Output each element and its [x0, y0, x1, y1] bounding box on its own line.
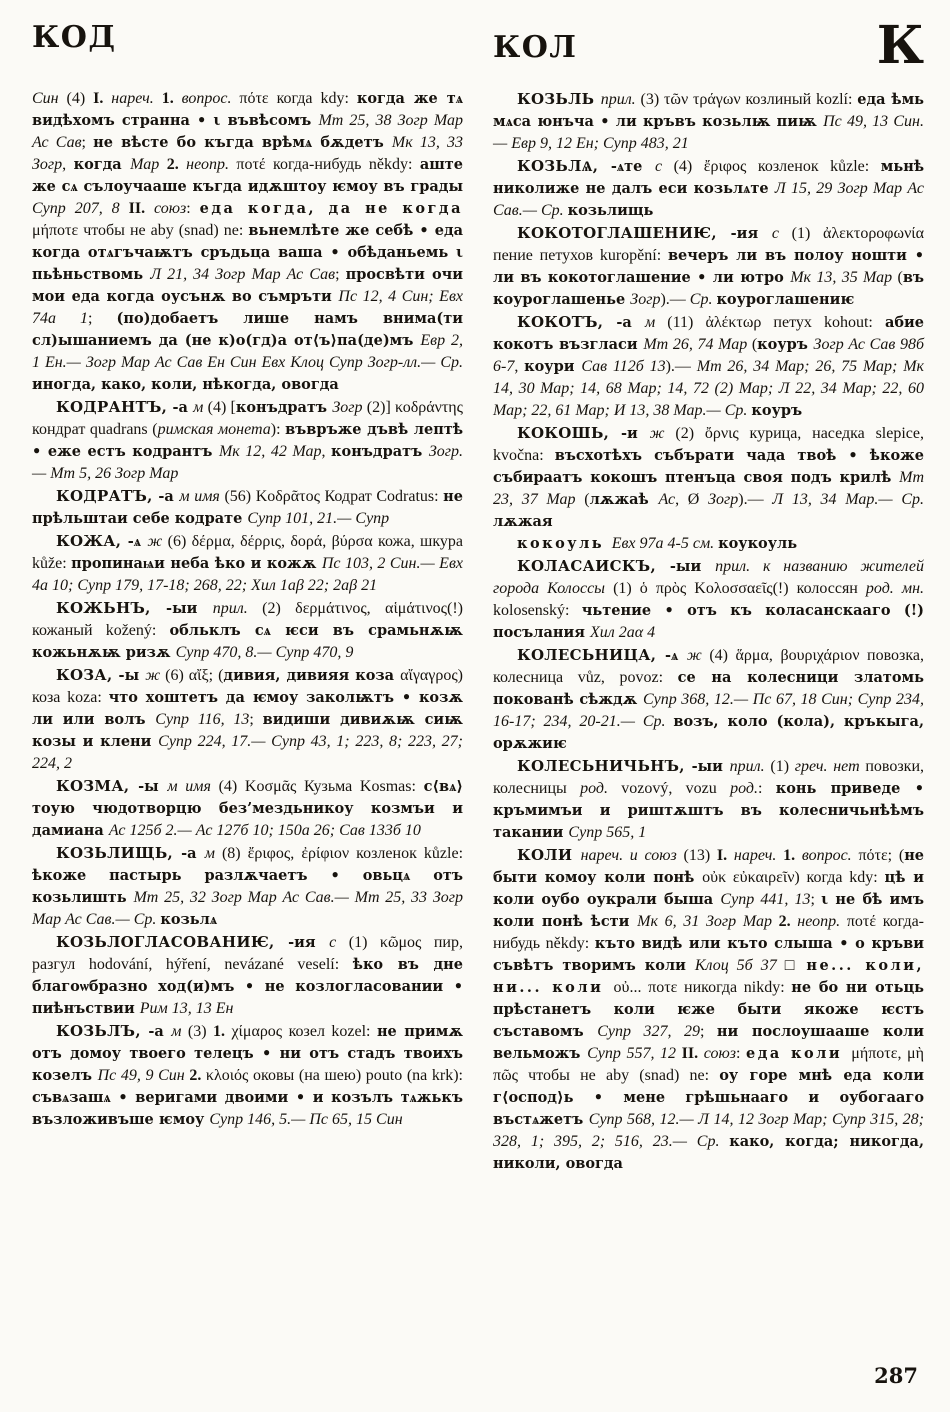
- left-column: [32, 88, 463, 1175]
- text-segment-b: 1.: [213, 1023, 226, 1040]
- text-segment-cs: коуръ: [751, 402, 803, 419]
- text-segment-it: греч. нет: [794, 758, 860, 775]
- text-segment-cs: -ыи: [150, 600, 213, 617]
- section-letter: К: [876, 15, 924, 76]
- text-segment-rm: ;: [335, 266, 346, 283]
- entry-kodrantu: [32, 396, 463, 485]
- entry-koza: [32, 664, 463, 775]
- text-segment-cs: -ѧ: [656, 647, 687, 664]
- text-segment-it: ж: [147, 533, 163, 550]
- text-segment-cs: аште же сѧ сълоучааше къгда идѫштоу ѥмоу въ грады: [32, 156, 464, 195]
- text-segment-rm: (4) ἅρμα, βουριχάριον повозка, колесница vůz, povoz:: [493, 647, 924, 686]
- text-segment-hw: КОКОТОГЛАШЕНИѤ,: [517, 224, 717, 242]
- text-segment-hw: КОЗЬЛЪ,: [56, 1022, 141, 1040]
- text-segment-it: м имя: [167, 778, 211, 795]
- text-segment-b: 2.: [189, 1067, 202, 1084]
- text-segment-cs: -ыи: [684, 758, 730, 775]
- text-segment-rm: ποτέ когда-нибудь někdy:: [236, 156, 420, 173]
- text-segment-it: Ас: [658, 491, 676, 508]
- text-segment-rm: :: [757, 780, 776, 797]
- text-segment-it: с: [771, 225, 779, 242]
- text-segment-rm: (4) Κοσμᾶς Кузьма Kosmas:: [210, 778, 424, 795]
- text-segment-it: Зогр: [332, 399, 363, 416]
- entry-kozl-adj: [493, 88, 924, 155]
- entry-kokotu: [493, 311, 924, 422]
- text-segment-rm: (: [747, 336, 758, 353]
- text-segment-rm: ,: [514, 358, 525, 375]
- entry-kokoul-ref: [493, 533, 924, 555]
- text-segment-rm: πότε когда kdy:: [239, 90, 357, 107]
- text-segment-rm: (2) ὄρνις курица, наседка slepice, kvočna:: [493, 425, 924, 464]
- text-segment-it: Хил 2аα 4: [589, 624, 656, 641]
- text-segment-cs: абие кокотъ възгласи: [493, 314, 925, 353]
- text-segment-it: Мт 25, 38 Зогр Мар Ас Сав: [32, 112, 464, 151]
- text-segment-rm: πότε; (: [858, 847, 905, 864]
- text-segment-rm: (3): [181, 1023, 214, 1040]
- text-segment-cs: когда: [73, 156, 131, 173]
- text-segment-it: Зогр.— Мт 5, 26 Зогр Мар: [32, 443, 463, 482]
- text-segment-it: ж: [649, 425, 665, 442]
- text-segment-rm: (6) αἴξ; (: [160, 667, 224, 684]
- entry-kolesnichnu: [493, 755, 924, 844]
- text-segment-cs: еда ѣмь мѧса юнъча • ли кръвъ козьлѭ пиѭ: [493, 91, 925, 130]
- text-segment-cs: конъдратъ: [331, 443, 429, 460]
- text-segment-csp: не... коли, ни... коли: [493, 957, 925, 996]
- text-segment-it: Пс 12, 4 Син; Евх 74а 1: [32, 288, 463, 327]
- text-segment-rm: (1) κῶμος пир, разгул hodování, hýření, nevázané veselí:: [32, 934, 463, 973]
- text-segment-it: неопр.: [790, 913, 847, 930]
- text-segment-it: Мк 6, 31 Зогр Мар: [637, 913, 779, 930]
- text-columns: [32, 88, 924, 1175]
- text-segment-cs: не вѣсте бо къгда врѣмѧ бѫдетъ: [93, 134, 392, 151]
- text-segment-rm: κλοιός оковы (на шею) pouto (na krk):: [201, 1067, 463, 1084]
- text-segment-cs: -ыи: [655, 558, 716, 575]
- text-segment-it: Мт 23, 37 Мар: [493, 469, 924, 508]
- text-segment-rm: ).—: [738, 491, 773, 508]
- text-segment-it: Мк 13, 33 Зогр: [32, 134, 463, 173]
- text-segment-cs: козьлѧ: [160, 911, 218, 928]
- text-segment-rm: ;: [88, 310, 117, 327]
- entry-kozha: [32, 530, 463, 597]
- text-segment-rm: :: [186, 200, 200, 217]
- text-segment-cs: съвѧзашѧ • веригами двоими • и козълъ тѧжькъ възложивъше ѥмоу: [32, 1089, 463, 1128]
- text-segment-cs: когда же тѧ видѣхомъ странна • ι въвѣсомъ: [32, 90, 463, 129]
- text-segment-it: Зогр Ас Сав 98б 6-7: [493, 336, 925, 375]
- text-segment-hw: КОЖЬНЪ,: [56, 599, 151, 617]
- text-segment-it: м: [193, 399, 204, 416]
- text-segment-it: Супр 224, 17.— Супр 43, 1; 223, 8; 223, 27; 224, 2: [32, 733, 463, 772]
- text-segment-it: Пс 103, 2 Син.— Евх 4а 10; Супр 179, 17-18; 268, 22; Хил 1аβ 22; 2аβ 21: [32, 555, 463, 594]
- text-segment-it: Мт 25, 32 Зогр Мар Ас Сав.— Мт 25, 33 Зогр Мар Ас Сав.— Ср.: [32, 889, 463, 928]
- text-segment-cs: козьлищь: [567, 202, 654, 219]
- text-segment-it: прил.: [729, 758, 765, 775]
- text-segment-it: Супр 207, 8: [32, 200, 129, 217]
- text-segment-cs: с⟨вѧ⟩тоую чюдотворцю без’мездьникоу козмъи и дамиана: [32, 778, 464, 839]
- text-segment-rm: οὐκ εὐκαιρεῖν) когда kdy:: [702, 869, 885, 886]
- text-segment-it: род.: [580, 780, 608, 797]
- text-segment-hw: КОЗА,: [56, 666, 113, 684]
- text-segment-it: ж: [686, 647, 702, 664]
- text-segment-rm: οὐ... ποτε никогда nikdy:: [613, 979, 792, 996]
- text-segment-it: Супр 441, 13: [720, 891, 811, 908]
- text-segment-it: союз: [145, 200, 187, 217]
- text-segment-cs: въ коуроглашенье: [493, 269, 925, 308]
- text-segment-rm: vozový, vozu: [607, 780, 731, 797]
- text-segment-it: род. мн.: [865, 580, 925, 597]
- text-segment-cs: -ия: [716, 225, 772, 242]
- text-segment-it: Мт 26, 34 Мар; 26, 75 Мар; Мк 14, 30 Мар; 14, 68 Мар; 14, 72 (2) Мар; Л 22, 34 Мар; 22, 60 Мар; 22, 61 Мар; И 13, 38 Мар.— Ср.: [493, 358, 925, 419]
- text-segment-rm: (2) δερμάτινος, αἱμάτινος(!) кожаный kožený:: [32, 600, 463, 639]
- text-segment-cs: -а: [152, 488, 180, 505]
- text-segment-rm: (1) ἀλεκτοροφωνία пение петухов kuropění:: [493, 225, 924, 264]
- text-segment-rm: αἴγαγρος) коза koza:: [32, 667, 463, 706]
- text-segment-it: вопрос.: [173, 90, 240, 107]
- text-segment-csp: еда когда, да не когда: [199, 200, 463, 217]
- text-segment-cs: не бо ни отьць прѣстанетъ коли ѥже быти якоже ѥстъ съставомъ: [493, 979, 924, 1040]
- text-segment-rm: □: [784, 957, 807, 974]
- text-segment-rm: ;: [81, 134, 94, 151]
- text-segment-cs: ѣко въ дне благоѡбразно ход(и)мъ • не козлогласовании • пиѣнъствии: [32, 956, 463, 1017]
- text-segment-b: 2.: [778, 913, 791, 930]
- text-segment-rm: :: [735, 1045, 747, 1062]
- text-segment-rm: (2)] κοδράντης кондрат quadrans (: [32, 399, 463, 438]
- header-right-cell: [493, 15, 924, 76]
- text-segment-rm: (1): [764, 758, 795, 775]
- text-segment-it: с: [329, 934, 337, 951]
- text-segment-cs: ι не бѣ имъ коли понѣ ѣсти: [493, 891, 925, 930]
- text-segment-cs: обльклъ сѧ ѥси въ срамьнѫѭ кожьнѫѭ ризѫ: [32, 622, 463, 661]
- text-segment-rm: , Ø: [675, 491, 709, 508]
- text-segment-it: Супр 568, 12.— Л 14, 12 Зогр Мар; Супр 315, 28; 328, 1; 395, 2; 516, 23.— Ср.: [493, 1111, 924, 1150]
- text-segment-it: Супр 470, 8.— Супр 470, 9: [175, 644, 354, 661]
- text-segment-rm: ):: [270, 421, 286, 438]
- entry-koli: [493, 844, 924, 1175]
- text-segment-it: прил.: [600, 91, 636, 108]
- text-segment-rm: (4) ἔριφος козленок kůzle:: [662, 158, 881, 175]
- text-segment-rm: (11) ἀλέκτωρ петух kohout:: [655, 314, 885, 331]
- text-segment-cs: -а: [603, 314, 645, 331]
- text-segment-cs: къто видѣ или къто слыша • о кръви съвѣтъ творимъ коли: [493, 935, 925, 974]
- text-segment-b: II.: [128, 200, 146, 217]
- text-segment-rm: (4): [58, 90, 94, 107]
- text-segment-it: м: [171, 1023, 182, 1040]
- text-segment-cs: -а: [167, 399, 194, 416]
- text-segment-cs: не быти комоу коли понѣ: [493, 847, 925, 886]
- text-segment-rm: ).—: [665, 358, 697, 375]
- text-segment-it: с: [654, 158, 663, 175]
- text-segment-rm: (6) δέρμα, δέρρις, δορά, βύρσα кожа, шкура kůže:: [32, 533, 464, 572]
- text-segment-cs: -а: [173, 845, 205, 862]
- text-segment-hw: КОКОШЬ,: [517, 424, 610, 442]
- text-segment-cs: мьнѣ николиже не далъ еси козьлѧте: [493, 158, 925, 197]
- text-segment-rm: (3) τῶν τράγων козлиный kozlí:: [635, 91, 858, 108]
- text-segment-rm: ,: [321, 443, 332, 460]
- text-segment-it: Супр 101, 21.— Супр: [247, 510, 390, 527]
- text-segment-cs: се на колесници златомь покованѣ сѣждѫ: [493, 669, 924, 708]
- text-segment-csp: еда коли: [746, 1045, 852, 1062]
- text-segment-rm: ποτέ когда-нибудь někdy:: [493, 913, 925, 952]
- page-header: [32, 15, 924, 76]
- text-segment-hw: КОЛИ: [517, 846, 581, 864]
- text-segment-b: I.: [93, 90, 104, 107]
- entry-kozhnu: [32, 597, 463, 664]
- text-segment-hw: КОЛАСАИСКЪ,: [517, 557, 656, 575]
- text-segment-cs: въсхотѣхъ събърати чада твоѣ • ѣкоже събираатъ кокошъ птенъца своя подъ крилѣ: [493, 447, 924, 486]
- text-segment-it: м имя: [179, 488, 220, 505]
- text-segment-rm: (56) Κοδρᾶτος Кодрат Codratus:: [219, 488, 444, 505]
- text-segment-hw: КОДРАТЪ,: [56, 487, 153, 505]
- text-segment-rm: μήποτε чтобы не aby (snad) ne:: [32, 222, 249, 239]
- text-segment-hw: КОЗЬЛИЩЬ,: [56, 844, 174, 862]
- text-segment-rm: повозки, колесницы: [493, 758, 925, 797]
- text-segment-cs: дивия, дивияя коза: [223, 667, 401, 684]
- text-segment-it: Ср.: [689, 291, 717, 308]
- text-segment-cs: ѣкоже пастырь разлѫчаетъ • овьцѧ отъ козьлишть: [32, 867, 463, 906]
- text-segment-it: Супр 146, 5.— Пс 65, 15 Син: [209, 1111, 403, 1128]
- entry-kolasaisku: [493, 555, 924, 644]
- text-segment-cs: иногда, како, коли, нѣкогда, овогда: [32, 376, 339, 393]
- text-segment-cs: видиши дивиѫѭ сиѭ козы и клени: [32, 711, 463, 750]
- text-segment-it: Евх 97а 4-5 см.: [611, 535, 719, 552]
- text-segment-rm: (1) ὁ πρὸς Κολοσσαεῖς(!) колоссян: [605, 580, 866, 597]
- text-segment-it: прил.: [212, 600, 248, 617]
- text-segment-cs: како, когда; никогда, николи, овогда: [493, 1133, 924, 1172]
- text-segment-it: Супр 368, 12.— Пс 67, 18 Син; Супр 234, 16-17; 234, 20-21.— Ср.: [493, 691, 924, 730]
- text-segment-cs: (по)добаетъ лише намъ внима(ти сл)ышаниемъ да (не к)о(гд)а от⟨ъ⟩па(де)мъ: [32, 310, 463, 349]
- text-segment-b: 1.: [161, 90, 174, 107]
- text-segment-it: Л 13, 34 Мар.— Ср.: [772, 491, 924, 508]
- text-segment-it: м: [644, 314, 656, 331]
- text-segment-hw: КОЗЬЛОГЛАСОВАНИѤ,: [56, 933, 275, 951]
- text-segment-it: Мар: [130, 156, 167, 173]
- text-segment-cs: -ы: [112, 667, 146, 684]
- text-segment-cs: -ѧ: [121, 533, 148, 550]
- text-segment-cs: цѣ и коли оубо оукрали быша: [493, 869, 925, 908]
- text-segment-cs: вьнемлѣте же себѣ • еда когда отѧгъчаѭтъ сръдьца ваша • обѣданьемь ι пьѣньствомь: [32, 222, 464, 283]
- text-segment-it: вопрос.: [795, 847, 859, 864]
- text-segment-b: I.: [716, 847, 728, 864]
- text-segment-it: Супр 565, 1: [568, 824, 647, 841]
- text-segment-hw: КОЛЕСЬНИЧЬНЪ,: [517, 757, 685, 775]
- text-segment-rm: ).—: [660, 291, 690, 308]
- text-segment-cs: чьтение • отъ къ коласанскааго (!) посълания: [493, 602, 924, 641]
- entry-kozlya: [493, 155, 924, 222]
- entry-kolesnitsa: [493, 644, 924, 755]
- text-segment-it: Супр 327, 29: [597, 1023, 700, 1040]
- text-segment-rm: μήποτε, μὴ πῶς чтобы не aby (snad) ne:: [493, 1045, 924, 1084]
- text-segment-it: Л 21, 34 Зогр Мар Ас Сав: [150, 266, 336, 283]
- text-segment-b: II.: [681, 1045, 699, 1062]
- text-segment-cs: лѫжаѣ: [589, 491, 659, 508]
- entry-kodratu: [32, 485, 463, 530]
- text-segment-it: род.: [730, 780, 758, 797]
- text-segment-it: римская монета: [157, 421, 271, 438]
- text-segment-cs: -ия: [274, 934, 330, 951]
- text-segment-it: нареч. и союз: [580, 847, 677, 864]
- text-segment-hw: КОЗМА,: [56, 777, 130, 795]
- text-segment-cs: коуроглашениѥ: [716, 291, 855, 308]
- entry-kokosh: [493, 422, 924, 533]
- text-segment-rm: ,: [62, 156, 74, 173]
- text-segment-it: Мт 26, 74 Мар: [643, 336, 748, 353]
- text-segment-it: Клоц 5б 37: [694, 957, 785, 974]
- text-segment-cs: коури: [524, 358, 582, 375]
- text-segment-it: Пс 49, 9 Син: [97, 1067, 190, 1084]
- text-segment-cs: ни послоушааше коли вельможъ: [493, 1023, 924, 1062]
- text-segment-cs: -ѧте: [598, 158, 655, 175]
- text-segment-cs: оу горе мнѣ еда коли г⟨оспод⟩ь • мене грѣшьнааго и оубогааго въстѧжетъ: [493, 1067, 924, 1128]
- header-left-cell: [32, 20, 463, 72]
- text-segment-b: 2.: [166, 156, 179, 173]
- text-segment-cs: -и: [609, 425, 650, 442]
- text-segment-cs: что хоштетъ да ѥмоу заколѭтъ • козѫ ли или волъ: [32, 689, 463, 728]
- text-segment-rm: ;: [249, 711, 263, 728]
- text-segment-it: союз: [698, 1045, 736, 1062]
- text-segment-cs: -ы: [129, 778, 168, 795]
- entry-kozma: [32, 775, 463, 842]
- text-segment-it: Зогр: [630, 291, 661, 308]
- text-segment-it: Рим 13, 13 Ен: [139, 1000, 234, 1017]
- text-segment-cs: лѫжая: [493, 513, 553, 530]
- entry-kogda-continuation: [32, 88, 463, 396]
- text-segment-it: Мк 12, 42 Мар: [218, 443, 322, 460]
- text-segment-cs: конь приведе • кръмимъи и риштѫштъ въ колесничьнѣѣмъ такании: [493, 780, 924, 841]
- text-segment-it: Евр 2, 1 Ен.— Зогр Мар Ас Сав Ен Син Евх Клоц Супр Зогр-лл.— Ср.: [32, 332, 464, 371]
- entry-kokotoglashenie: [493, 222, 924, 311]
- text-segment-it: нареч.: [727, 847, 784, 864]
- text-segment-it: Син: [32, 90, 59, 107]
- text-segment-hw: КОЗЬЛЬ: [517, 90, 601, 108]
- text-segment-cs: конъдратъ: [235, 399, 333, 416]
- text-segment-it: Л 15, 29 Зогр Мар Ас Сав.— Ср.: [493, 180, 925, 219]
- running-head-left: КОД: [32, 20, 117, 55]
- text-segment-it: м: [204, 845, 215, 862]
- text-segment-rm: kolosenský:: [493, 602, 582, 619]
- text-segment-it: Мк 13, 35 Мар: [790, 269, 893, 286]
- text-segment-b: 1.: [783, 847, 796, 864]
- text-segment-rm: (13): [676, 847, 717, 864]
- text-segment-cs: коукоуль: [718, 535, 798, 552]
- entry-kozlu: [32, 1020, 463, 1131]
- running-head-right: КОЛ: [493, 30, 578, 65]
- text-segment-cs: въвръже дъвѣ лептѣ • еже естъ кодрантъ: [32, 421, 464, 460]
- text-segment-it: ж: [145, 667, 161, 684]
- text-segment-rm: (4) [: [203, 399, 236, 416]
- text-segment-it: Зогр: [708, 491, 739, 508]
- text-segment-rm: (: [892, 269, 903, 286]
- text-segment-rm: χίμαρος козел kozel:: [225, 1023, 377, 1040]
- text-segment-it: Супр 557, 12: [587, 1045, 682, 1062]
- text-segment-it: прил. к названию жителей города Колоссы: [493, 558, 924, 597]
- text-segment-csp: кокоуль: [517, 535, 612, 552]
- entry-kozlishch: [32, 842, 463, 931]
- text-segment-it: неопр.: [178, 156, 237, 173]
- text-segment-cs: -а: [140, 1023, 172, 1040]
- text-segment-hw: КОЛЕСЬНИЦА,: [517, 646, 657, 664]
- text-segment-it: нареч.: [103, 90, 162, 107]
- text-segment-cs: вечеръ ли въ полоу ношти • ли въ кокотоглашение • ли ютро: [493, 247, 925, 286]
- text-segment-rm: (: [575, 491, 590, 508]
- right-column: [493, 88, 924, 1175]
- text-segment-it: Супр 116, 13: [155, 711, 250, 728]
- text-segment-hw: КОЗЬЛѦ,: [517, 157, 599, 175]
- text-segment-it: Пс 49, 13 Син.— Евр 9, 12 Ен; Супр 483, 21: [493, 113, 924, 152]
- text-segment-hw: КОДРАНТЪ,: [56, 398, 168, 416]
- text-segment-cs: просвѣти очи мои еда когда оусънѫ во съмръти: [32, 266, 463, 305]
- text-segment-cs: не примѫ отъ домоу твоего телецъ • ни отъ стадъ твоихъ козелъ: [32, 1023, 464, 1084]
- text-segment-rm: ;: [810, 891, 822, 908]
- entry-kozloglasovanie: [32, 931, 463, 1020]
- text-segment-it: Сав 112б 13: [581, 358, 666, 375]
- text-segment-it: Ас 125б 2.— Ас 127б 10; 150а 26; Сав 133б 10: [108, 822, 421, 839]
- text-segment-rm: ;: [699, 1023, 717, 1040]
- text-segment-cs: возъ, коло (кола), кръкыга, орѫжиѥ: [493, 713, 924, 752]
- text-segment-hw: КОКОТЪ,: [517, 313, 604, 331]
- text-segment-rm: (8) ἔριφος, ἐρίφιον козленок kůzle:: [214, 845, 464, 862]
- text-segment-cs: коуръ: [757, 336, 814, 353]
- text-segment-hw: КОЖА,: [56, 532, 122, 550]
- page-number: 287: [874, 1363, 918, 1388]
- text-segment-cs: не прѣльштаи себе кодрате: [32, 488, 463, 527]
- text-segment-cs: пропинаѩи неба ѣко и кожѫ: [71, 555, 322, 572]
